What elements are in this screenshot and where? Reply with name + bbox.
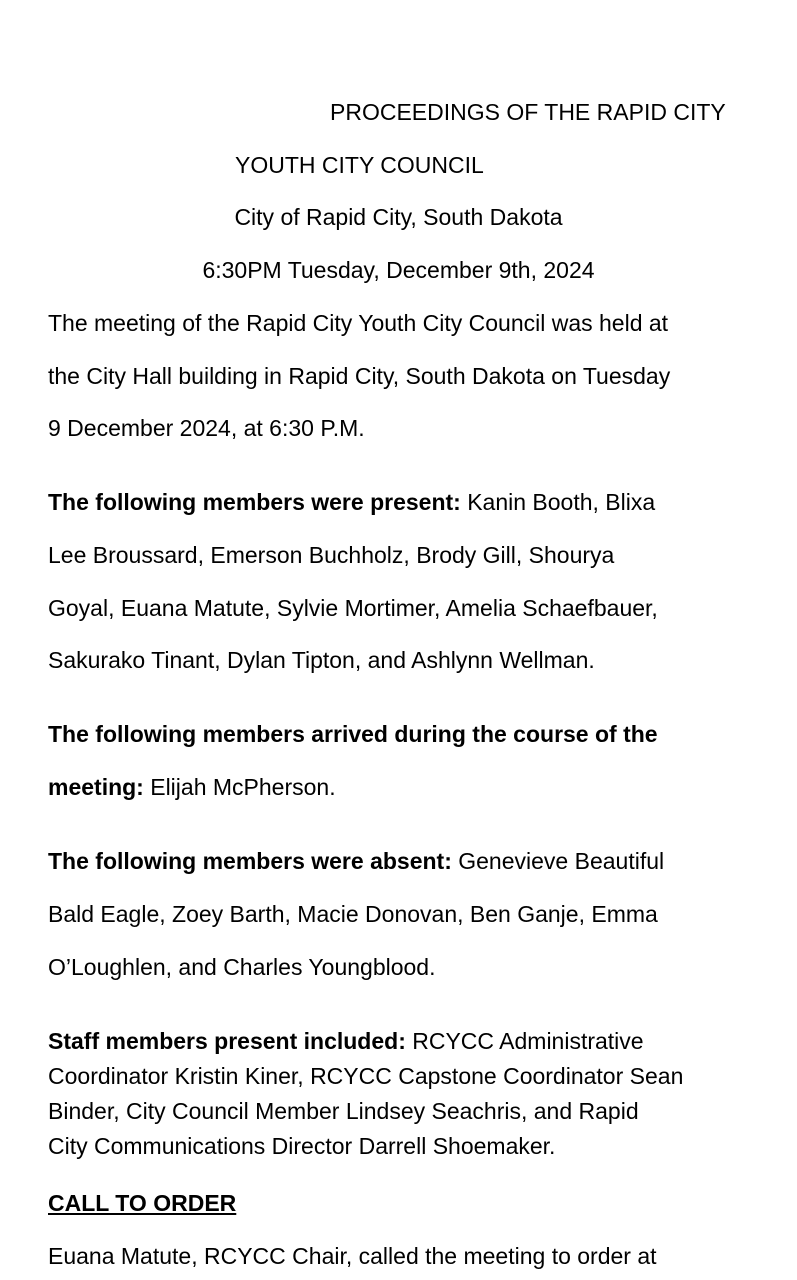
arrived-names: Elijah McPherson.	[143, 774, 336, 800]
staff-line	[48, 1027, 644, 1055]
absent-members-line: Bald Eagle, Zoey Barth, Macie Donovan, Ben Ganje, Emma	[48, 901, 658, 927]
arrived-label: The following members arrived during the course of the	[48, 721, 658, 747]
intro-line: the City Hall building in Rapid City, South Dakota on Tuesday	[48, 363, 671, 389]
doc-datetime: 6:30PM Tuesday, December 9th, 2024	[202, 257, 595, 283]
absent-label: The following members were absent:	[48, 848, 452, 874]
absent-members-line	[48, 847, 664, 875]
staff-line: City Communications Director Darrell Shoemaker.	[48, 1133, 556, 1159]
present-label: The following members were present:	[48, 489, 461, 515]
arrived-label-end: meeting:	[48, 774, 144, 800]
doc-title-line1: PROCEEDINGS OF THE RAPID CITY	[330, 99, 726, 125]
intro-line: The meeting of the Rapid City Youth City Council was held at	[48, 310, 669, 336]
intro-line: 9 December 2024, at 6:30 P.M.	[48, 415, 365, 441]
call-to-order-heading: CALL TO ORDER	[48, 1190, 237, 1216]
staff-line: Coordinator Kristin Kiner, RCYCC Capstone Coordinator Sean	[48, 1063, 684, 1089]
present-members-line: Lee Broussard, Emerson Buchholz, Brody Gill, Shourya	[48, 542, 615, 568]
call-to-order-text: Euana Matute, RCYCC Chair, called the meeting to order at	[48, 1243, 657, 1269]
present-names: Kanin Booth, Blixa	[460, 489, 656, 515]
staff-names: RCYCC Administrative	[405, 1028, 644, 1054]
doc-title-line2: YOUTH CITY COUNCIL	[235, 152, 484, 178]
present-members-line: Sakurako Tinant, Dylan Tipton, and Ashlynn Wellman.	[48, 647, 595, 673]
staff-label: Staff members present included:	[48, 1028, 406, 1054]
absent-names: Genevieve Beautiful	[451, 848, 665, 874]
staff-line: Binder, City Council Member Lindsey Seachris, and Rapid	[48, 1098, 639, 1124]
arrived-members-line	[48, 773, 336, 801]
present-members-line: Goyal, Euana Matute, Sylvie Mortimer, Amelia Schaefbauer,	[48, 595, 658, 621]
doc-location: City of Rapid City, South Dakota	[234, 204, 563, 230]
absent-members-line: O’Loughlen, and Charles Youngblood.	[48, 954, 436, 980]
present-members-line	[48, 488, 655, 516]
